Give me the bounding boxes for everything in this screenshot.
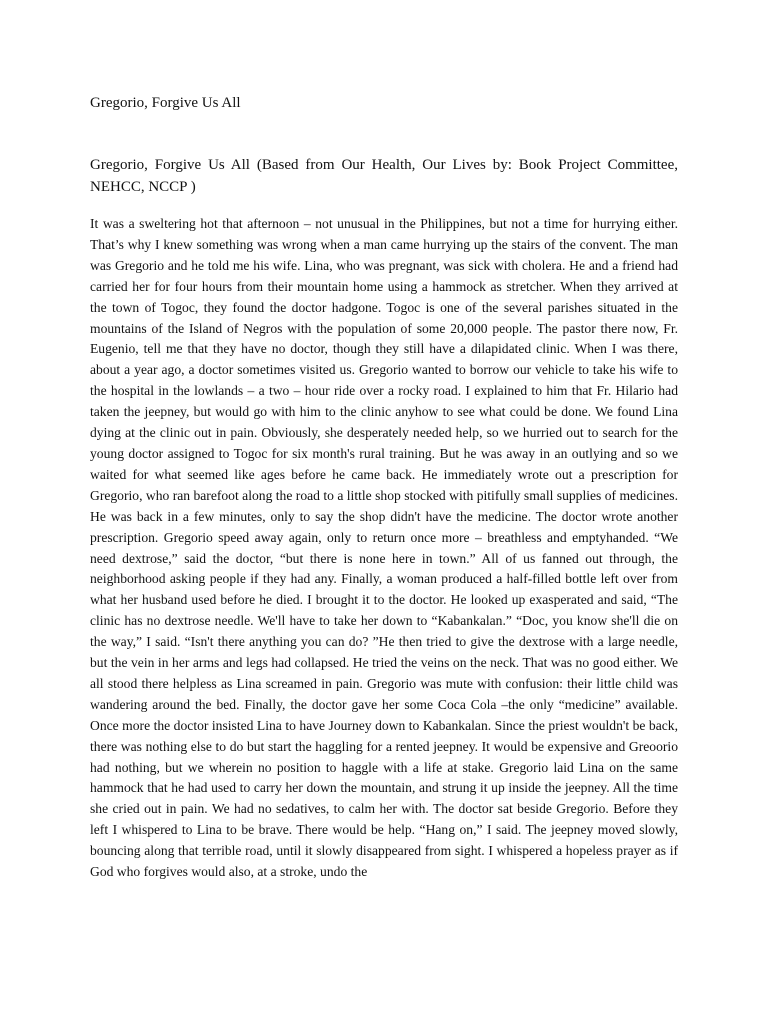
document-title: Gregorio, Forgive Us All [90, 95, 241, 111]
document-body-paragraph: It was a sweltering hot that afternoon – not unusual in the Philippines, but not a time for hurrying either. That’s why I knew something was wrong when a man came hurrying up the stairs of the convent. The man was Gregorio and he told me his wife. Lina, who was pregnant, was sick with cholera. He and a friend had carried her for four hours from their mountain home using a hammock as stretcher. When they arrived at the town of Togoc, they found the doctor hadgone. Togoc is one of the several parishes situated in the mountains of the Island of Negros with the population of some 20,000 people. The pastor there now, Fr. Eugenio, tell me that they have no doctor, though they still have a dilapidated clinic. When I was there, about a year ago, a doctor sometimes visited us. Gregorio wanted to borrow our vehicle to take his wife to the hospital in the lowlands – a two – hour ride over a rocky road. I explained to him that Fr. Hilario had taken the jeepney, but would go with him to the clinic anyhow to see what could be done. We found Lina dying at the clinic out in pain. Obviously, she desperately needed help, so we hurried out to search for the young doctor assigned to Togoc for six month's rural training. But he was away in an outlying and so we waited for what seemed like ages before he came back. He immediately wrote out a prescription for Gregorio, who ran barefoot along the road to a little shop stocked with pitifully small supplies of medicines. He was back in a few minutes, only to say the shop didn't have the medicine. The doctor wrote another prescription. Gregorio speed away again, only to return once more – breathless and emptyhanded. “We need dextrose,” said the doctor, “but there is none here in town.” All of us fanned out through, the neighborhood asking people if they had any. Finally, a woman produced a half-filled bottle left over from what her husband used before he died. I brought it to the doctor. He looked up exasperated and said, “The clinic has no dextrose needle. We'll have to take her down to “Kabankalan.” “Doc, you know she'll die on the way,” I said. “Isn't there anything you can do? ”He then tried to give the dextrose with a large needle, but the vein in her arms and legs had collapsed. He tried the veins on the neck. That was no good either. We all stood there helpless as Lina screamed in pain. Gregorio was mute with confusion: their little child was wandering around the bed. Finally, the doctor gave her some Coca Cola –the only “medicine” available. Once more the doctor insisted Lina to have Journey down to Kabankalan. Since the priest wouldn't be back, there was nothing else to do but start the haggling for a rented jeepney. It would be expensive and Greoorio had nothing, but we wherein no position to haggle with a life at stake. Gregorio laid Lina on the same hammock that he had used to carry her down the mountain, and strung it up inside the jeepney. All the time she cried out in pain. We had no sedatives, to calm her with. The doctor sat beside Gregorio. Before they left I whispered to Lina to be brave. There would be help. “Hang on,” I said. The jeepney moved slowly, bouncing along that terrible road, until it slowly disappeared from sight. I whispered a hopeless prayer as if God who forgives would also, at a stroke, undo the [90, 216, 678, 880]
document-subtitle: Gregorio, Forgive Us All (Based from Our Health, Our Lives by: Book Project Committee, NEHCC, NCCP ) [90, 157, 678, 195]
